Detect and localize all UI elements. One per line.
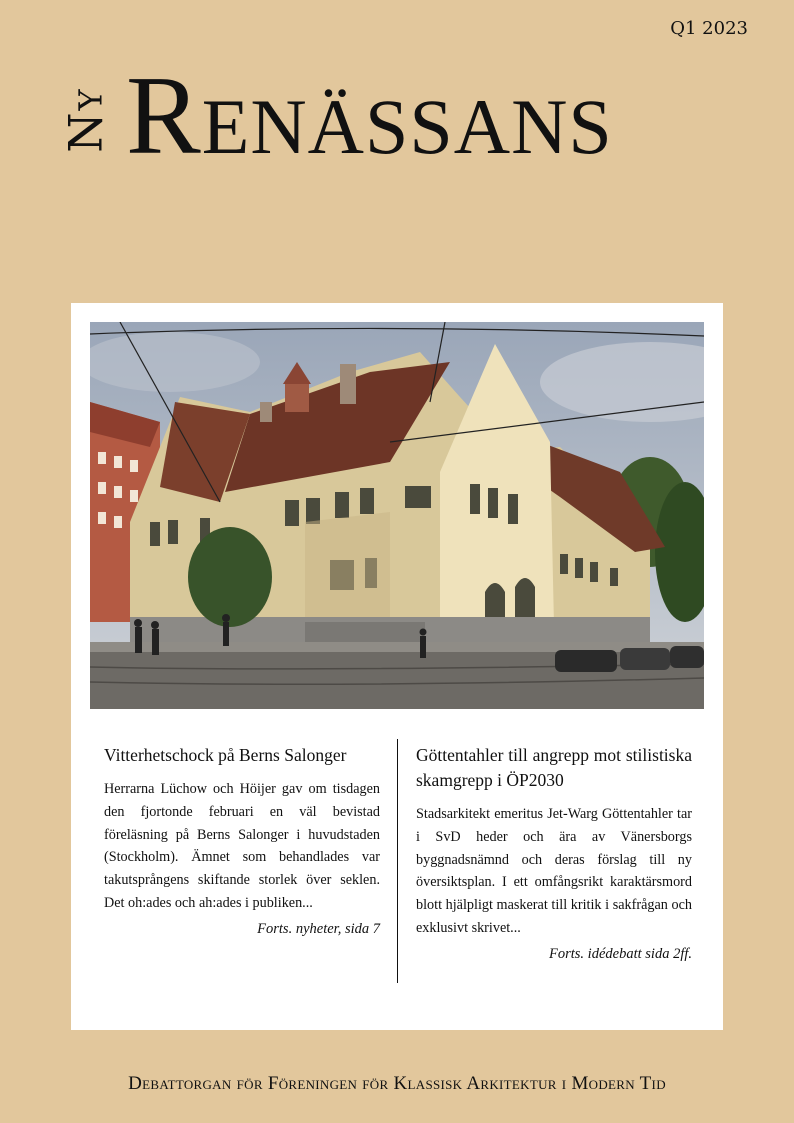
cover-card (71, 303, 723, 1030)
masthead-prefix-wrap (59, 70, 113, 170)
article-left-continued[interactable]: Forts. nyheter, sida 7 (257, 920, 380, 937)
article-right-continued[interactable]: Forts. idédebatt sida 2ff. (549, 945, 692, 962)
column-divider (397, 739, 398, 983)
masthead-title: Renässans (126, 54, 613, 178)
issue-label: Q1 2023 (670, 18, 748, 39)
article-left-body: Herrarna Lüchow och Höijer gav om tisdagen den fjortonde februari en väl bevistad föreläsning på Berns Salonger i huvudstaden (Stockholm). Ämnet som behandlades var takutsprångens skiftande storlek över seklen. Det oh:ades och ah:ades i publiken... (104, 781, 380, 911)
article-right (416, 743, 692, 963)
building-photo (90, 322, 704, 709)
article-right-body: Stadsarkitekt emeritus Jet-Warg Göttentahler tar i SvD heder och ära av Vänersborgs byggnadsnämnd och deras förslag till ny översiktsplan. I ett omfångsrikt karaktärsmord blott hjälpligt maskerat till kritik i sakfrågan och exklusivt skrivet... (416, 806, 692, 936)
article-left-headline[interactable]: Vitterhetschock på Berns Salonger (104, 745, 347, 765)
tagline: Debattorgan för Föreningen för Klassisk Arkitektur i Modern Tid (128, 1073, 666, 1094)
masthead-prefix: Ny (59, 87, 113, 153)
building-photo-image (90, 322, 704, 709)
masthead (59, 54, 744, 178)
article-right-headline[interactable]: Göttentahler till angrepp mot stilistiska skamgrepp i ÖP2030 (416, 745, 692, 790)
article-left (104, 743, 380, 938)
